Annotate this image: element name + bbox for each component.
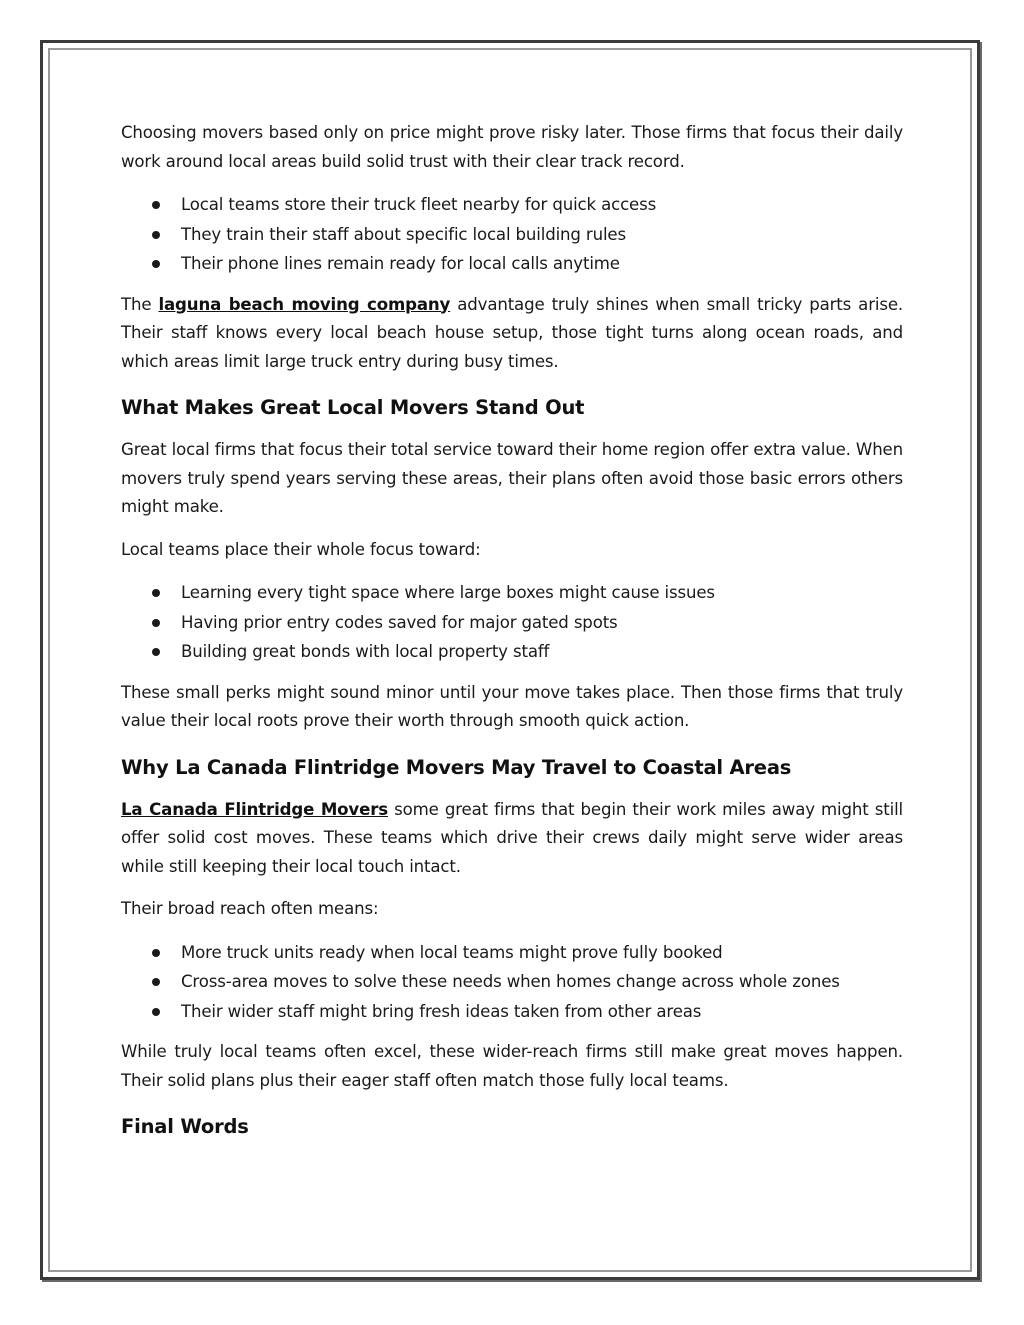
list-item <box>121 938 903 968</box>
paragraph-broad-reach: Their broad reach often means: <box>121 899 379 918</box>
bullet-icon <box>152 231 160 239</box>
la-canada-flintridge-movers-link[interactable]: La Canada Flintridge Movers <box>121 799 388 819</box>
list-item-text: Cross-area moves to solve these needs when homes change across whole zones <box>181 972 840 991</box>
heading-la-canada-flintridge: Why La Canada Flintridge Movers May Travel to Coastal Areas <box>121 755 792 779</box>
bullet-icon <box>152 619 160 627</box>
paragraph-laguna <box>121 291 903 377</box>
heading-final-words: Final Words <box>121 1115 249 1138</box>
paragraph-wider-reach: While truly local teams often excel, these wider-reach firms still make great moves happen. Their solid plans plus their eager staff often match those fully local teams. <box>121 1042 903 1090</box>
bullet-icon <box>152 978 160 986</box>
list-item <box>121 608 903 638</box>
list-item-text: Learning every tight space where large boxes might cause issues <box>181 583 715 602</box>
list-item-text: Building great bonds with local property staff <box>181 642 550 661</box>
list-item <box>121 637 903 667</box>
list-item <box>121 220 903 250</box>
paragraph-text: advantage truly shines when small tricky parts arise. Their staff knows every local beach house setup, those tight turns along ocean roads, and which areas limit large truck entry during busy times. <box>121 294 904 371</box>
paragraph-text: some great firms that begin their work miles away might still offer solid cost moves. These teams which drive their crews daily might serve wider areas while still keeping their local touch intact. <box>121 799 903 876</box>
paragraph-la-canada <box>121 796 903 882</box>
bullet-list-broad-reach <box>121 938 903 1027</box>
bullet-list-local-teams <box>121 190 903 279</box>
list-item-text: They train their staff about specific local building rules <box>181 224 626 244</box>
list-item-text: Their phone lines remain ready for local calls anytime <box>181 254 620 273</box>
list-item-text: Having prior entry codes saved for major gated spots <box>181 612 618 632</box>
bullet-icon <box>152 589 160 597</box>
bullet-icon <box>152 648 160 656</box>
paragraph-small-perks: These small perks might sound minor until your move takes place. Then those firms that truly value their local roots prove their worth through smooth quick action. <box>121 682 903 730</box>
paragraph-intro: Choosing movers based only on price might prove risky later. Those firms that focus their daily work around local areas build solid trust with their clear track record. <box>121 123 903 171</box>
document-body <box>121 119 903 1155</box>
laguna-beach-moving-company-link[interactable]: laguna beach moving company <box>158 294 451 314</box>
bullet-icon <box>152 201 160 209</box>
list-item <box>121 190 903 220</box>
heading-great-local-movers: What Makes Great Local Movers Stand Out <box>121 396 585 419</box>
paragraph-text: The <box>121 294 159 314</box>
bullet-icon <box>152 949 160 957</box>
list-item-text: Local teams store their truck fleet nearby for quick access <box>181 195 657 214</box>
list-item-text: More truck units ready when local teams might prove fully booked <box>181 942 723 962</box>
paragraph-great-local-firms: Great local firms that focus their total service toward their home region offer extra value. When movers truly spend years serving these areas, their plans often avoid those basic errors others might make. <box>121 440 903 516</box>
paragraph-focus-toward: Local teams place their whole focus toward: <box>121 539 481 559</box>
list-item <box>121 578 903 608</box>
bullet-icon <box>152 260 160 268</box>
bullet-icon <box>152 1008 160 1016</box>
list-item <box>121 997 903 1027</box>
bullet-list-focus <box>121 578 903 667</box>
list-item <box>121 967 903 997</box>
list-item-text: Their wider staff might bring fresh ideas taken from other areas <box>181 1001 702 1021</box>
list-item <box>121 249 903 279</box>
